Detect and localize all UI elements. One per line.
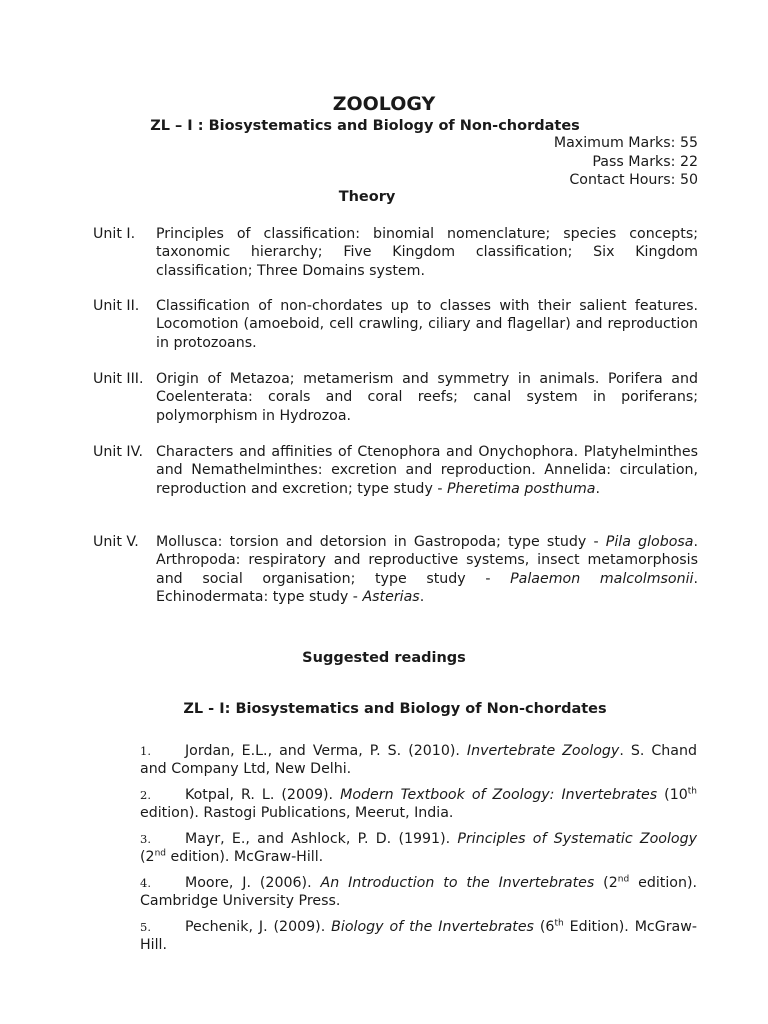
ref-number: 5. <box>140 920 151 934</box>
unit-text: Characters and affinities of Ctenophora and Onychophora. Platyhelminthes and Nemathelminthes: excretion and reproduction. Annelida: circulation, reproduction and excretion; type study - Pheretima posthuma. <box>156 444 698 497</box>
italic-species: Pheretima posthuma <box>446 480 596 497</box>
marks-block <box>554 134 698 190</box>
unit-label: Unit III. <box>93 371 144 387</box>
unit-label: Unit II. <box>93 298 140 314</box>
unit-text: Origin of Metazoa; metamerism and symmetry in animals. Porifera and Coelenterata: corals and coral reefs; canal system in poriferans; polymorphism in Hydrozoa. <box>156 371 698 424</box>
unit-label: Unit IV. <box>93 444 143 460</box>
ref-number: 2. <box>140 788 151 802</box>
max-marks: Maximum Marks: 55 <box>553 135 698 151</box>
unit-label: Unit I. <box>93 226 136 242</box>
page-title: ZOOLOGY <box>332 93 436 115</box>
theory-heading: Theory <box>338 189 396 205</box>
readings-heading: Suggested readings <box>302 650 466 666</box>
readings-course: ZL - I: Biosystematics and Biology of Non-chordates <box>183 701 607 717</box>
ref-number: 1. <box>140 744 151 758</box>
unit-text: Mollusca: torsion and detorsion in Gastropoda; type study - Pila globosa. Arthropoda: respiratory and reproductive systems, insect metamorphosis and social organisation; type study - Palaemon malcolmsonii. Echinodermata: type study - Asterias. <box>156 534 698 605</box>
contact-hours: Contact Hours: 50 <box>569 172 698 188</box>
reference-item: 4. Moore, J. (2006). An Introduction to the Invertebrates (2nd edition). Cambridge University Press. <box>140 874 697 910</box>
ref-number: 4. <box>140 876 151 890</box>
unit-text: Principles of classification: binomial nomenclature; species concepts; taxonomic hierarchy; Five Kingdom classification; Six Kingdom classification; Three Domains system. <box>156 226 698 279</box>
reference-item: 3. Mayr, E., and Ashlock, P. D. (1991). Principles of Systematic Zoology (2nd edition). McGraw-Hill. <box>140 831 697 866</box>
reference-item: 1. Jordan, E.L., and Verma, P. S. (2010). Invertebrate Zoology. S. Chand and Company Ltd, New Delhi. <box>140 743 697 778</box>
course-subtitle: ZL – I : Biosystematics and Biology of Non-chordates <box>150 118 580 134</box>
pass-marks: Pass Marks: 22 <box>592 153 698 170</box>
unit-label: Unit V. <box>93 534 139 550</box>
reference-item: 2. Kotpal, R. L. (2009). Modern Textbook of Zoology: Invertebrates (10th edition). Rastogi Publications, Meerut, India. <box>140 786 697 822</box>
italic-species: Pila globosa <box>605 534 694 550</box>
italic-species: Asterias <box>362 588 420 605</box>
unit-text: Classification of non-chordates up to classes with their salient features. Locomotion (amoeboid, cell crawling, ciliary and flagellar) and reproduction in protozoans. <box>156 298 698 351</box>
italic-species: Palaemon malcolmsonii <box>510 570 694 587</box>
ref-number: 3. <box>140 832 151 846</box>
reference-item: 5. Pechenik, J. (2009). Biology of the Invertebrates (6th Edition). McGraw-Hill. <box>140 918 697 954</box>
